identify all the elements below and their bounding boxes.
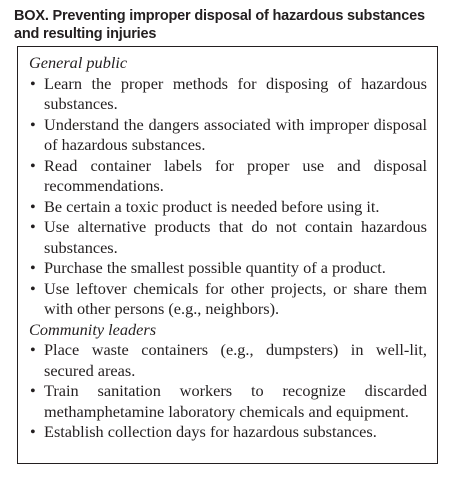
bullet-icon: • [30, 155, 36, 175]
list-item [29, 381, 427, 422]
bullet-icon: • [30, 217, 36, 236]
bullet-list [29, 74, 427, 320]
list-item [29, 197, 427, 218]
list-item-text: Train sanitation workers to recognize discarded methamphetamine laboratory chemicals and equipment. [44, 381, 427, 421]
section-heading: Community leaders [29, 319, 157, 339]
box-content [17, 46, 438, 464]
section-community-leaders [29, 320, 427, 443]
bullet-icon: • [30, 340, 36, 359]
list-item [29, 156, 427, 197]
bullet-icon: • [30, 196, 36, 216]
bullet-list [29, 340, 427, 443]
list-item-text: Learn the proper methods for disposing of hazardous substances. [44, 73, 427, 113]
list-item-text: Purchase the smallest possible quantity of a product. [44, 258, 386, 277]
list-item-text: Be certain a toxic product is needed before using it. [44, 196, 380, 216]
list-item [29, 279, 427, 320]
list-item-text: Use alternative products that do not contain hazardous substances. [44, 217, 427, 257]
list-item-text: Establish collection days for hazardous substances. [44, 422, 377, 441]
section-heading: General public [29, 53, 128, 72]
list-item [29, 258, 427, 279]
list-item-text: Read container labels for proper use and disposal recommendations. [44, 155, 427, 195]
section-general-public [29, 53, 427, 320]
bullet-icon: • [30, 381, 36, 400]
list-item-text: Use leftover chemicals for other projects, or share them with other persons (e.g., neighbors). [44, 278, 427, 318]
bullet-icon: • [30, 422, 36, 441]
list-item [29, 422, 427, 443]
bullet-icon: • [30, 258, 36, 277]
box-title: BOX. Preventing improper disposal of hazardous substances and resulting injuries [14, 8, 425, 42]
bullet-icon: • [30, 114, 36, 134]
list-item [29, 340, 427, 381]
list-item-text: Understand the dangers associated with improper disposal of hazardous substances. [44, 114, 427, 154]
list-item [29, 115, 427, 156]
bullet-icon: • [30, 73, 36, 93]
list-item [29, 74, 427, 115]
list-item-text: Place waste containers (e.g., dumpsters) in well-lit, secured areas. [44, 340, 427, 380]
list-item [29, 217, 427, 258]
bullet-icon: • [30, 278, 36, 298]
